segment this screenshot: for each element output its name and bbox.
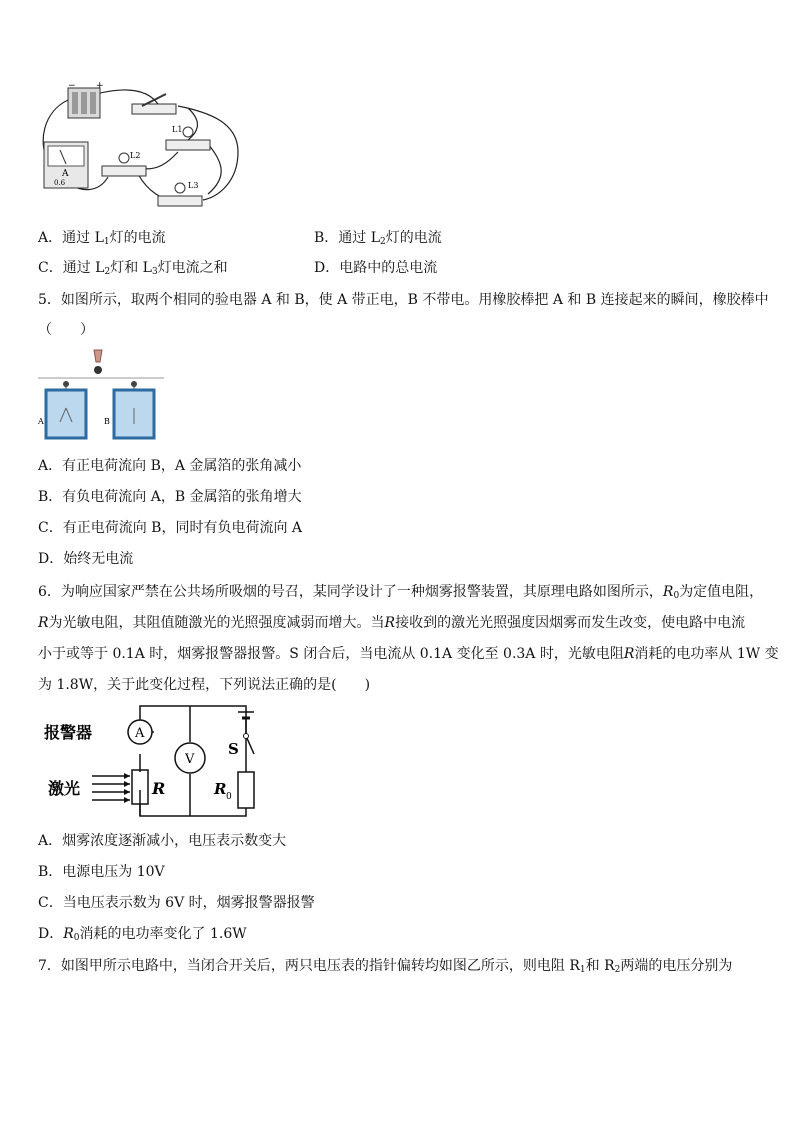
ammeter-label: A <box>62 169 69 179</box>
ammeter-label: A <box>135 726 145 741</box>
q5-stem-line2: （ ） <box>38 322 94 338</box>
q6-stem-line1: 6．为响应国家严禁在公共场所吸烟的号召，某同学设计了一种烟雾报警装置，其原理电路如图所示，$R_0$为定值电阻， <box>38 584 764 601</box>
q4-option-a: A．通过 $L_1$灯的电流 <box>38 230 166 247</box>
option-label: C． <box>38 260 63 276</box>
q6-stem-line3: 小于或等于 0.1A 时，烟雾报警器报警。S 闭合后，当电流从 0.1A 变化至 0.3A 时，光敏电阻R消耗的电功率从 1W 变 <box>38 646 779 662</box>
l3-label: L3 <box>188 181 199 190</box>
switch-label: S <box>228 740 239 758</box>
q5-option-d: D．始终无电流 <box>38 551 134 567</box>
q6-stem-line2: R为光敏电阻，其阻值随激光的光照强度减弱而增大。当R接收到的激光光照强度因烟雾而发生改变，使电路中电流 <box>38 615 746 631</box>
battery-icon <box>68 88 100 118</box>
ammeter-icon <box>44 142 88 188</box>
electroscope-b-label: B <box>104 417 110 426</box>
q5-stem-line1: 5．如图所示，取两个相同的验电器 A 和 B，使 A 带正电，B 不带电。用橡胶棒把 A 和 B 连接起来的瞬间，橡胶棒中 <box>38 292 769 308</box>
q5-option-a: A．有正电荷流向 B，A 金属箔的张角减小 <box>38 458 302 474</box>
q7-stem: 7．如图甲所示电路中，当闭合开关后，两只电压表的指针偏转均如图乙所示，则电阻 $R_1$和 $R_2$两端的电压分别为 <box>38 958 733 975</box>
battery-plus-label: + <box>96 82 104 91</box>
q4-circuit-figure <box>38 82 244 212</box>
ammeter-scale-label: 0.6 <box>54 179 66 187</box>
q4-option-b: B．通过 $L_2$灯的电流 <box>314 230 442 247</box>
q6-circuit-figure <box>44 702 284 822</box>
l2-label: L2 <box>130 151 141 160</box>
voltmeter-label: V <box>185 752 195 767</box>
electroscope-b-icon <box>114 381 154 438</box>
r-label: R <box>152 779 166 798</box>
q5-option-c: C．有正电荷流向 B，同时有负电荷流向 A <box>38 520 303 536</box>
battery-minus-label: − <box>68 82 76 91</box>
q4-option-c: C．通过 $L_2$灯和 $L_3$灯电流之和 <box>38 260 228 277</box>
r0-label: R <box>214 780 227 798</box>
q6-option-d: D．$R_0$消耗的电功率变化了 1.6W <box>38 926 247 943</box>
option-label: D． <box>314 260 340 276</box>
option-label: B． <box>314 230 339 246</box>
l1-label: L1 <box>172 125 183 134</box>
q5-electroscope-figure <box>36 348 166 444</box>
q4-option-d: D．电路中的总电流 <box>314 260 438 276</box>
q6-option-a: A．烟雾浓度逐渐减小，电压表示数变大 <box>38 833 287 849</box>
laser-label: 激光 <box>48 779 81 798</box>
q6-option-b: B．电源电压为 10V <box>38 864 165 880</box>
q6-option-c: C．当电压表示数为 6V 时，烟雾报警器报警 <box>38 895 315 911</box>
q6-stem-line4: 为 1.8W，关于此变化过程，下列说法正确的是( ) <box>38 677 371 693</box>
switch-icon <box>132 94 176 114</box>
alarm-label: 报警器 <box>44 723 93 742</box>
q5-option-b: B．有负电荷流向 A，B 金属箔的张角增大 <box>38 489 302 505</box>
electroscope-a-label: A <box>38 417 44 426</box>
option-label: A． <box>38 230 63 246</box>
r0-sub-label: 0 <box>226 792 232 802</box>
electroscope-a-icon <box>46 381 86 438</box>
